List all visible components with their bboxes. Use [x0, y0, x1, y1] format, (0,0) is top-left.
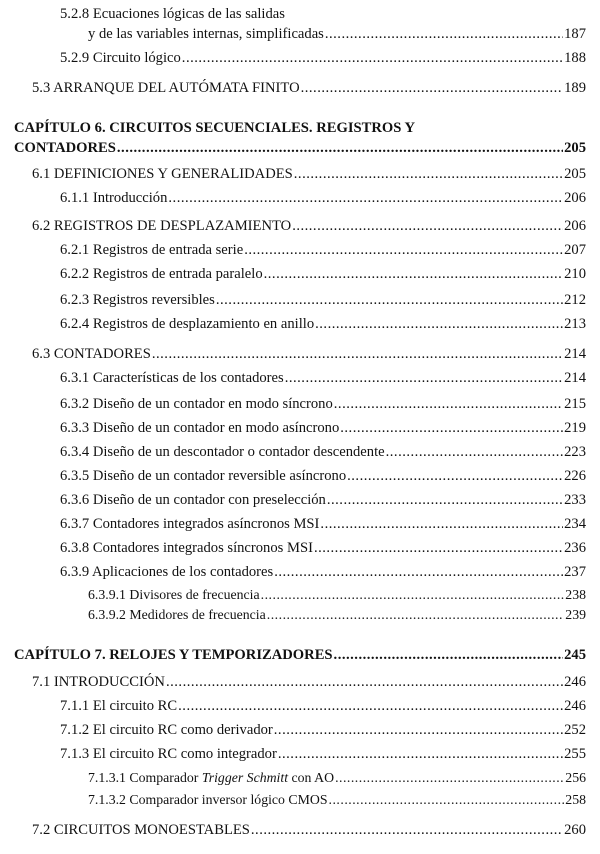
toc-entry-6-3-4 — [60, 442, 586, 462]
toc-entry-5-2-8-line1 — [60, 4, 586, 24]
toc-page: 214 — [564, 346, 586, 362]
toc-page: 237 — [564, 564, 586, 580]
leader-dots — [117, 138, 563, 158]
toc-page: 205 — [564, 166, 586, 182]
toc-page: 239 — [565, 607, 586, 622]
toc-entry-7-1 — [32, 672, 586, 692]
toc-entry-6-3-6 — [60, 490, 586, 510]
leader-dots — [315, 314, 563, 334]
toc-page: 246 — [564, 698, 586, 714]
leader-dots — [335, 768, 564, 788]
toc-title — [88, 768, 334, 788]
chapter-6-heading — [14, 138, 586, 158]
toc-entry-7-2 — [32, 820, 586, 840]
leader-dots — [182, 48, 563, 68]
toc-entry-6-2-1 — [60, 240, 586, 260]
toc-title: 7.1.1 El circuito RC — [60, 698, 178, 714]
toc-entry-7-1-3 — [60, 744, 586, 764]
toc-page: 213 — [564, 316, 586, 332]
toc-page: 214 — [564, 370, 586, 386]
toc-entry-6-3-9 — [60, 562, 586, 582]
toc-page: 210 — [564, 266, 586, 282]
chapter-7-heading — [14, 645, 586, 665]
leader-dots — [274, 562, 563, 582]
toc-page: 238 — [565, 587, 586, 602]
toc-entry-6-3-2 — [60, 394, 586, 414]
leader-dots — [251, 820, 563, 840]
leader-dots — [261, 585, 565, 605]
leader-dots — [329, 790, 565, 810]
leader-dots — [178, 696, 563, 716]
leader-dots — [292, 216, 563, 236]
toc-title: 6.3.6 Diseño de un contador con preselección — [60, 492, 326, 508]
toc-title: 6.2.4 Registros de desplazamiento en anillo — [60, 316, 315, 332]
toc-entry-5-2-9 — [60, 48, 586, 68]
toc-entry-6-2-3 — [60, 290, 586, 310]
toc-title: 6.2.3 Registros reversibles — [60, 292, 215, 308]
leader-dots — [325, 24, 563, 44]
toc-title: 5.2.8 Ecuaciones lógicas de las salidas — [60, 6, 285, 22]
toc-page: 219 — [564, 420, 586, 436]
toc-title: 6.1.1 Introducción — [60, 190, 168, 206]
leader-dots — [285, 368, 563, 388]
toc-page: 245 — [564, 647, 586, 663]
chapter-6-heading-line1 — [14, 118, 586, 138]
toc-page: 189 — [564, 80, 586, 96]
toc-page: 205 — [564, 140, 586, 156]
leader-dots — [294, 164, 563, 184]
toc-entry-5-2-8 — [88, 24, 586, 44]
chapter-title: CAPÍTULO 6. CIRCUITOS SECUENCIALES. REGISTROS Y — [14, 120, 416, 136]
toc-title: 6.3.8 Contadores integrados síncronos MSI — [60, 540, 313, 556]
leader-dots — [327, 490, 563, 510]
leader-dots — [334, 645, 564, 665]
toc-title: 6.3.5 Diseño de un contador reversible asíncrono — [60, 468, 347, 484]
toc-title: 7.2 CIRCUITOS MONOESTABLES — [32, 822, 250, 838]
toc-title: 5.3 ARRANQUE DEL AUTÓMATA FINITO — [32, 80, 300, 96]
toc-title: 6.1 DEFINICIONES Y GENERALIDADES — [32, 166, 293, 182]
toc-entry-6-3 — [32, 344, 586, 364]
toc-entry-6-2-4 — [60, 314, 586, 334]
toc-entry-7-1-3-2 — [88, 790, 586, 810]
toc-entry-6-3-1 — [60, 368, 586, 388]
leader-dots — [334, 394, 563, 414]
toc-title: 6.3.2 Diseño de un contador en modo síncrono — [60, 396, 333, 412]
toc-page: 233 — [564, 492, 586, 508]
toc-entry-7-1-2 — [60, 720, 586, 740]
toc-page: 207 — [564, 242, 586, 258]
toc-page: 234 — [564, 516, 586, 532]
toc-title: 7.1.3 El circuito RC como integrador — [60, 746, 277, 762]
toc-page: 255 — [564, 746, 586, 762]
toc-title-part: con AO — [288, 770, 335, 785]
toc-title: 6.3.9 Aplicaciones de los contadores — [60, 564, 274, 580]
toc-page: 188 — [564, 50, 586, 66]
leader-dots — [216, 290, 563, 310]
toc-title: 6.2.2 Registros de entrada paralelo — [60, 266, 263, 282]
toc-page: 260 — [564, 822, 586, 838]
toc-entry-6-1 — [32, 164, 586, 184]
toc-page: 258 — [565, 792, 586, 807]
toc-page: 215 — [564, 396, 586, 412]
toc-title: 7.1.3.2 Comparador inversor lógico CMOS — [88, 792, 328, 807]
toc-title: y de las variables internas, simplificadas — [88, 26, 324, 42]
leader-dots — [347, 466, 563, 486]
leader-dots — [166, 672, 563, 692]
toc-title: 5.2.9 Circuito lógico — [60, 50, 181, 66]
toc-page: 206 — [564, 218, 586, 234]
toc-page: 246 — [564, 674, 586, 690]
toc-entry-6-2 — [32, 216, 586, 236]
toc-entry-7-1-3-1 — [88, 768, 586, 788]
toc-page: 206 — [564, 190, 586, 206]
toc-title: 7.1.2 El circuito RC como derivador — [60, 722, 273, 738]
toc-title-italic: Trigger Schmitt — [201, 770, 289, 785]
toc-entry-6-3-9-1 — [88, 585, 586, 605]
leader-dots — [314, 538, 563, 558]
toc-title: 6.3.4 Diseño de un descontador o contador descendente — [60, 444, 385, 460]
toc-entry-6-2-2 — [60, 264, 586, 284]
toc-entry-6-3-9-2 — [88, 605, 586, 625]
leader-dots — [152, 344, 563, 364]
toc-entry-7-1-1 — [60, 696, 586, 716]
toc-page: 256 — [565, 770, 586, 785]
toc-entry-6-3-8 — [60, 538, 586, 558]
toc-title: 6.2 REGISTROS DE DESPLAZAMIENTO — [32, 218, 292, 234]
toc-page: 226 — [564, 468, 586, 484]
leader-dots — [278, 744, 563, 764]
leader-dots — [168, 188, 563, 208]
chapter-title: CONTADORES — [14, 140, 116, 156]
toc-title: 6.3.3 Diseño de un contador en modo asíncrono — [60, 420, 340, 436]
toc-entry-6-3-5 — [60, 466, 586, 486]
leader-dots — [320, 514, 563, 534]
toc-entry-6-1-1 — [60, 188, 586, 208]
toc-entry-6-3-7 — [60, 514, 586, 534]
toc-page: 187 — [564, 26, 586, 42]
leader-dots — [301, 78, 564, 98]
toc-page: 236 — [564, 540, 586, 556]
leader-dots — [244, 240, 563, 260]
toc-title: 6.3.7 Contadores integrados asíncronos MSI — [60, 516, 320, 532]
leader-dots — [386, 442, 563, 462]
toc-title: 6.3.9.1 Divisores de frecuencia — [88, 587, 260, 602]
leader-dots — [340, 418, 563, 438]
toc-entry-5-3 — [32, 78, 586, 98]
toc-title: 6.3.1 Características de los contadores — [60, 370, 284, 386]
leader-dots — [264, 264, 563, 284]
toc-page: 223 — [564, 444, 586, 460]
leader-dots — [274, 720, 563, 740]
toc-title-part: 7.1.3.1 Comparador — [88, 770, 202, 785]
toc-title: 7.1 INTRODUCCIÓN — [32, 674, 165, 690]
toc-title: 6.2.1 Registros de entrada serie — [60, 242, 244, 258]
toc-title: 6.3 CONTADORES — [32, 346, 151, 362]
toc-page: 212 — [564, 292, 586, 308]
toc-title: 6.3.9.2 Medidores de frecuencia — [88, 607, 266, 622]
chapter-title: CAPÍTULO 7. RELOJES Y TEMPORIZADORES — [14, 647, 333, 663]
leader-dots — [267, 605, 565, 625]
toc-entry-6-3-3 — [60, 418, 586, 438]
toc-page: 252 — [564, 722, 586, 738]
